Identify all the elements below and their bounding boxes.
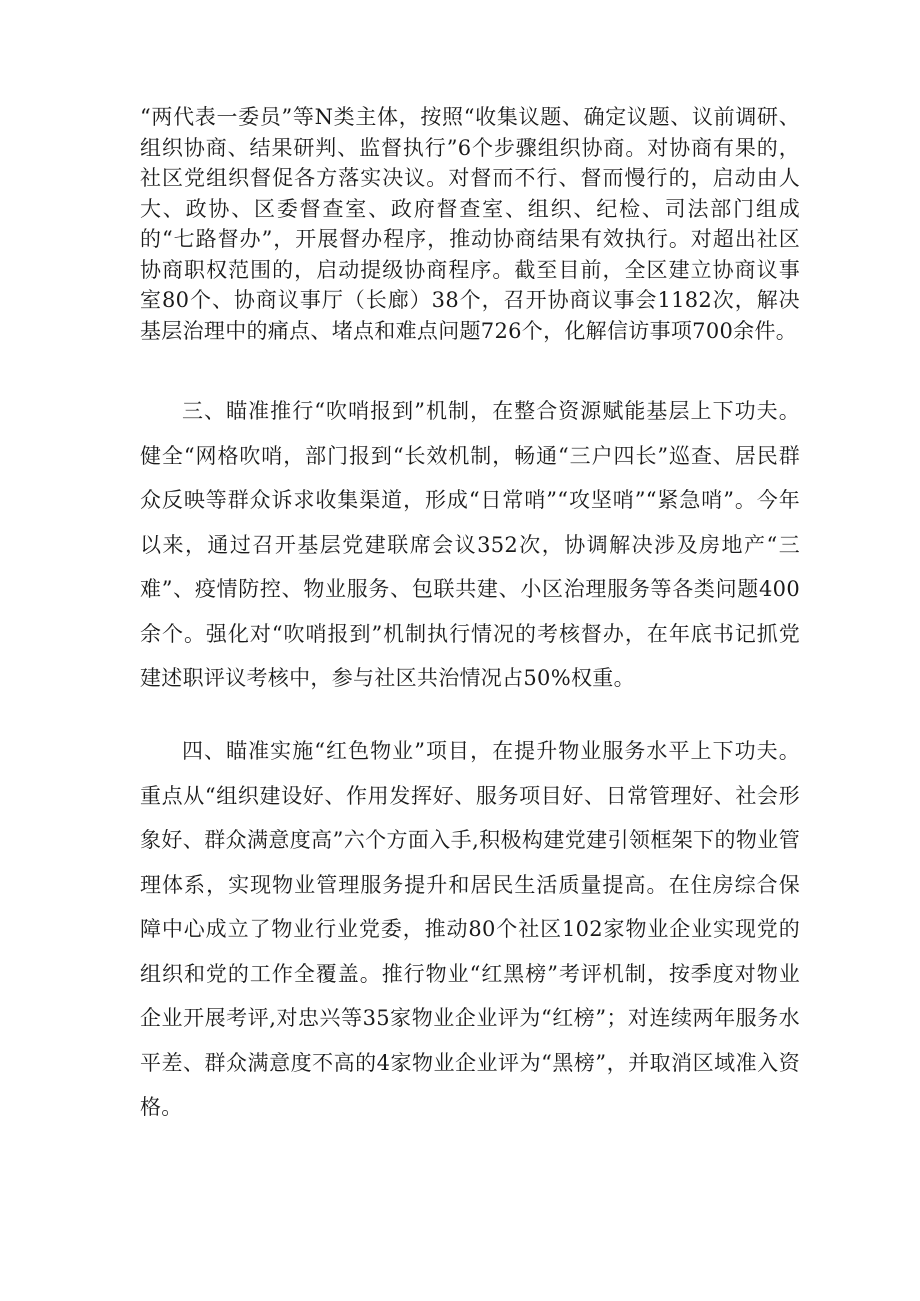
- paragraph-red-property-project: 四、瞄准实施“红色物业”项目，在提升物业服务水平上下功夫。重点从“组织建设好、作用发挥好、服务项目好、日常管理好、社会形象好、群众满意度高”六个方面入手,积极构建党建引领框架下的物业管理体系，实现物业管理服务提升和居民生活质量提高。在住房综合保障中心成立了物业行业党委，推动80个社区102家物业企业实现党的组织和党的工作全覆盖。推行物业“红黑榜”考评机制，按季度对物业企业开展考评,对忠兴等35家物业企业评为“红榜”；对连续两年服务水平差、群众满意度不高的4家物业企业评为“黑榜”，并取消区域准入资格。: [140, 739, 800, 1119]
- paragraph-consultation-results: “两代表一委员”等N类主体，按照“收集议题、确定议题、议前调研、组织协商、结果研判、监督执行”6个步骤组织协商。对协商有果的，社区党组织督促各方落实决议。对督而不行、督而慢行的，启动由人大、政协、区委督查室、政府督查室、组织、纪检、司法部门组成的“七路督办”，开展督办程序，推动协商结果有效执行。对超出社区协商职权范围的，启动提级协商程序。截至目前，全区建立协商议事室80个、协商议事厅（长廊）38个，召开协商议事会1182次，解决基层治理中的痛点、堵点和难点问题726个，化解信访事项700余件。: [140, 105, 800, 343]
- paragraph-whistle-report-mechanism: 三、瞄准推行“吹哨报到”机制，在整合资源赋能基层上下功夫。健全“网格吹哨，部门报到“长效机制，畅通“三户四长”巡查、居民群众反映等群众诉求收集渠道，形成“日常哨”“攻坚哨”“紧急哨”。今年以来，通过召开基层党建联席会议352次，协调解决涉及房地产“三难”、疫情防控、物业服务、包联共建、小区治理服务等各类问题400余个。强化对“吹哨报到”机制执行情况的考核督办，在年底书记抓党建述职评议考核中，参与社区共治情况占50%权重。: [140, 399, 800, 690]
